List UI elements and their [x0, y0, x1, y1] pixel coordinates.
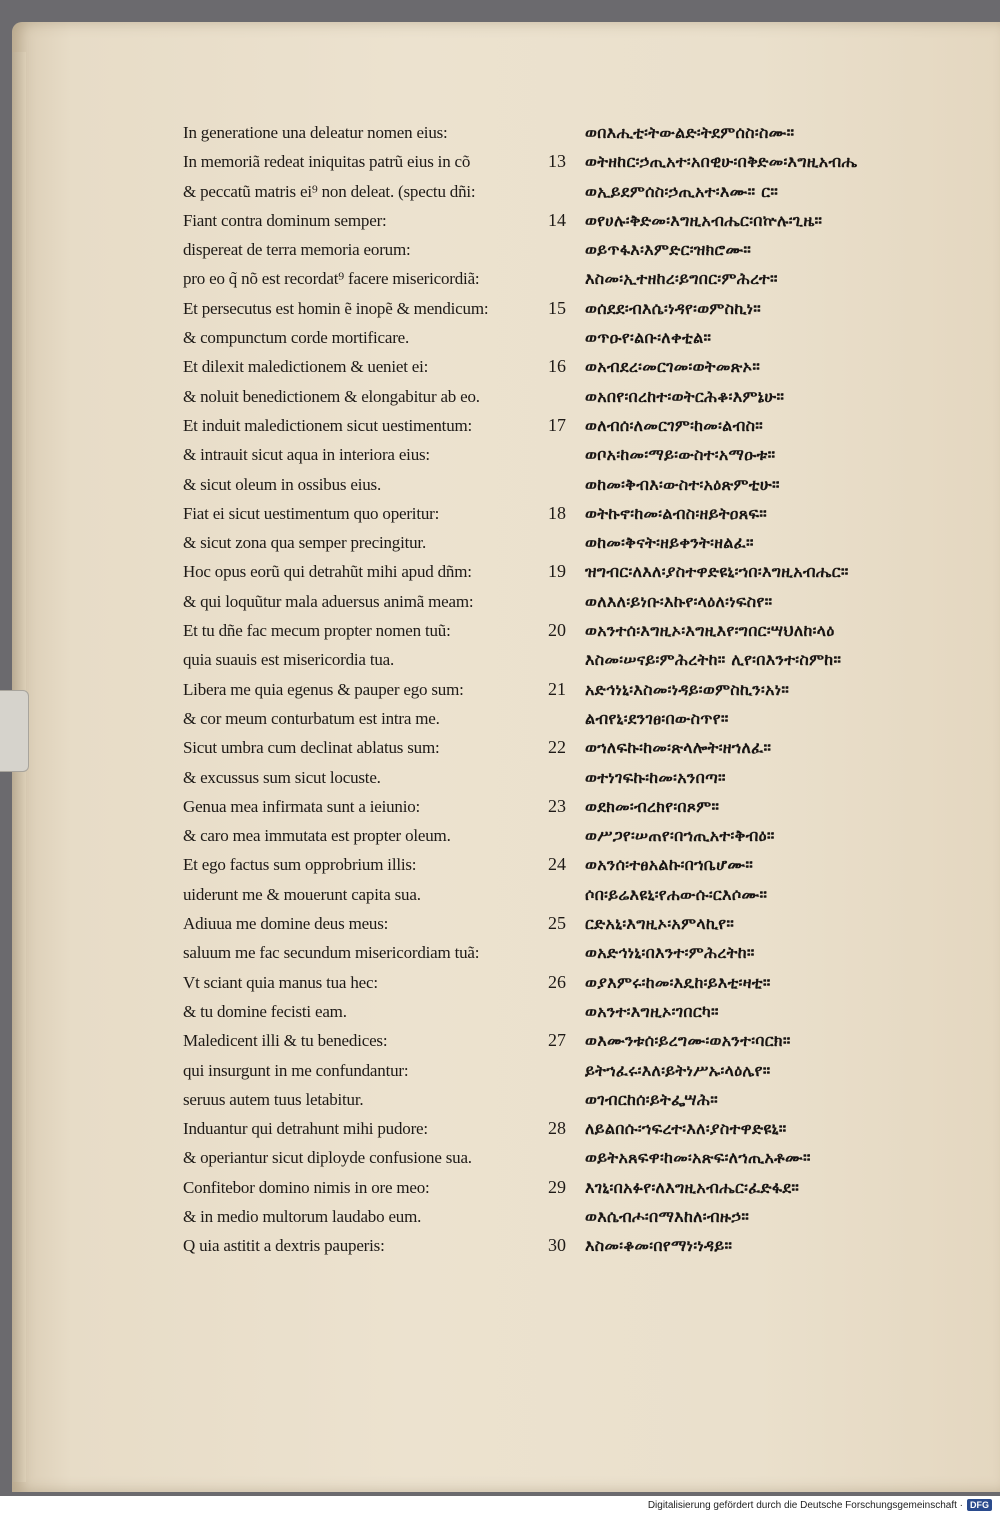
geez-text: ወያእምሩ፡ከመ፡እዴከ፡ይእቲ፡ዛቲ።: [585, 972, 771, 992]
geez-line: [548, 850, 998, 879]
geez-line: [548, 733, 998, 762]
geez-line: [548, 938, 998, 967]
geez-line: [548, 1202, 998, 1231]
geez-line: [548, 264, 998, 293]
geez-line: [548, 704, 998, 733]
geez-text: አድኅነኒ፡እስመ፡ነዳይ፡ወምስኪን፡አነ።: [585, 679, 790, 699]
latin-line: & operiantur sicut diployde confusione sua.: [183, 1148, 472, 1168]
geez-line: [548, 147, 998, 176]
latin-line: Et induit maledictionem sicut uestimentum:: [183, 415, 473, 435]
geez-text: ወከመ፡ቅብእ፡ውስተ፡አዕጽምቲሁ።: [585, 474, 780, 494]
geez-text: ወሰደደ፡ብእሴ፡ነዳየ፡ወምስኪነ።: [585, 298, 762, 318]
geez-text: ወሥጋየ፡ሠጠየ፡በኀጢአተ፡ቅብዕ።: [585, 826, 775, 846]
geez-text: ወይትአጸፍዋ፡ከመ፡አጽፍ፡ለኀጢአቶሙ።: [585, 1148, 811, 1168]
geez-text: ወበእሒቲ፡ትውልድ፡ትደምሰስ፡ስሙ።: [585, 123, 795, 142]
geez-line: [548, 557, 998, 586]
geez-line: [548, 118, 998, 147]
geez-text: ወአበየ፡በረከተ፡ወትርሕቆ፡እምኔሁ።: [585, 386, 785, 406]
geez-line: [548, 997, 998, 1026]
footer-credit: [648, 1499, 992, 1511]
latin-line: pro eo q̃ nõ est recordat⁹ facere misericordiã:: [183, 269, 480, 289]
geez-text: ወቦአ፡ከመ፡ማይ፡ውስተ፡አማዑቱ።: [585, 445, 776, 465]
geez-line: [548, 821, 998, 850]
geez-line: [548, 177, 998, 206]
latin-line: Et ego factus sum opprobrium illis:: [183, 855, 417, 875]
latin-line: & qui loquũtur mala aduersus animã meam:: [183, 591, 474, 611]
geez-text: ወጥዑየ፡ልቡ፡ለቀቲል።: [585, 328, 712, 348]
geez-text: ወኀለፍኩ፡ከመ፡ጽላሎት፡ዘኀለፈ።: [585, 738, 772, 758]
latin-line: Confitebor domino nimis in ore meo:: [183, 1177, 430, 1197]
geez-line: [548, 382, 998, 411]
geez-line: [548, 968, 998, 997]
geez-line: [548, 909, 998, 938]
verse-number: 18: [548, 502, 566, 523]
latin-line: Adiuua me domine deus meus:: [183, 914, 389, 934]
geez-text: እስመ፡ሠናይ፡ምሕረትከ። ሊየ፡በእንተ፡ስምከ።: [585, 650, 842, 670]
verse-number: 25: [548, 913, 566, 934]
verse-number: 26: [548, 971, 566, 992]
geez-text: ወእሙንቱሰ፡ይረግሙ፡ወአንተ፡ባርክ።: [585, 1031, 791, 1051]
geez-text: ልብየኒ፡ደንገፀ፡በውስጥየ።: [585, 708, 729, 728]
latin-line: & cor meum conturbatum est intra me.: [183, 708, 440, 728]
geez-line: [548, 792, 998, 821]
geez-text: ወአንተሰ፡እግዚኦ፡እግዚእየ፡ግበር፡ሣህለከ፡ላዕ: [585, 621, 835, 641]
latin-line: dispereat de terra memoria eorum:: [183, 240, 411, 260]
geez-text: ወአንሰ፡ተፀአልኩ፡በኀቤሆሙ።: [585, 855, 754, 875]
verse-number: 23: [548, 795, 566, 816]
geez-line: [548, 440, 998, 469]
verse-number: 27: [548, 1030, 566, 1051]
latin-column: [183, 118, 533, 1261]
latin-line: Vt sciant quia manus tua hec:: [183, 972, 378, 992]
latin-line: & sicut zona qua semper precingitur.: [183, 533, 427, 553]
latin-line: & compunctum corde mortificare.: [183, 328, 410, 348]
geez-line: [548, 1114, 998, 1143]
latin-line: quia suauis est misericordia tua.: [183, 650, 395, 670]
geez-text: ሶበ፡ይሬእዩኒ፡የሐውሱ፡ርእሶሙ።: [585, 884, 768, 904]
verse-number: 24: [548, 854, 566, 875]
latin-line: In generatione una deleatur nomen eius:: [183, 123, 448, 142]
geez-line: [548, 587, 998, 616]
verse-number: 13: [548, 151, 566, 172]
latin-line: & noluit benedictionem & elongabitur ab eo.: [183, 386, 480, 406]
geez-text: ወተነገፍኩ፡ከመ፡አንበጣ።: [585, 767, 726, 787]
latin-line: Genua mea infirmata sunt a ieiunio:: [183, 796, 421, 816]
latin-line: uiderunt me & mouerunt capita sua.: [183, 884, 421, 904]
geez-text: ርድአኒ፡እግዚኦ፡አምላኪየ።: [585, 914, 735, 934]
geez-line: [548, 206, 998, 235]
latin-line: Fiat ei sicut uestimentum quo operitur:: [183, 503, 440, 523]
geez-text: ወእሴብሖ፡በማእከለ፡ብዙኃ።: [585, 1206, 750, 1226]
dfg-logo: DFG: [967, 1499, 992, 1511]
latin-line: Fiant contra dominum semper:: [183, 210, 387, 230]
geez-text: ወገብርከሰ፡ይትፌሣሕ።: [585, 1089, 719, 1109]
geez-text: ወለብሰ፡ለመርገም፡ከመ፡ልብስ።: [585, 415, 764, 435]
geez-line: [548, 1173, 998, 1202]
latin-line: Et persecutus est homin ẽ inopẽ & mendicum:: [183, 298, 489, 318]
geez-text: ወኢይደምሰስ፡ኃጢአተ፡እሙ። ር።: [585, 181, 779, 201]
geez-text: ወአድኅነኒ፡በእንተ፡ምሕረትከ።: [585, 943, 755, 963]
verse-number: 16: [548, 356, 566, 377]
latin-line: qui insurgunt in me confundantur:: [183, 1060, 409, 1080]
geez-line: [548, 352, 998, 381]
geez-line: [548, 499, 998, 528]
geez-text: ወትኩኖ፡ከመ፡ልብስ፡ዘይትዐጸፍ።: [585, 503, 768, 523]
latin-line: & excussus sum sicut locuste.: [183, 767, 381, 787]
verse-number: 19: [548, 561, 566, 582]
latin-line: & intrauit sicut aqua in interiora eius:: [183, 445, 430, 465]
geez-text: ወለእለ፡ይነቡ፡እኩየ፡ላዕለ፡ነፍስየ።: [585, 591, 773, 611]
geez-line: [548, 528, 998, 557]
geez-text: እስመ፡ቆመ፡በየማነ፡ነዳይ።: [585, 1236, 733, 1256]
geez-line: [548, 235, 998, 264]
latin-line: Q uia astitit a dextris pauperis:: [183, 1236, 385, 1256]
geez-line: [548, 411, 998, 440]
latin-line: & caro mea immutata est propter oleum.: [183, 826, 451, 846]
latin-line: Hoc opus eorũ qui detrahũt mihi apud dñm:: [183, 562, 472, 582]
geez-text: ይትኀፈሩ፡እለ፡ይትነሥኡ፡ላዕሌየ።: [585, 1060, 771, 1080]
geez-text: ዝግብር፡ለእለ፡ያስተዋድዩኒ፡ኀበ፡እግዚአብሔር።: [585, 562, 849, 582]
geez-text: ወትዘከር፡ኃጢአተ፡አበዊሁ፡በቅድመ፡እግዚአብሔ: [585, 152, 858, 172]
page-tab: [0, 690, 29, 772]
verse-number: 30: [548, 1235, 566, 1256]
verse-number: 28: [548, 1118, 566, 1139]
latin-line: Sicut umbra cum declinat ablatus sum:: [183, 738, 440, 758]
geez-text: ወአንተ፡እግዚኦ፡ገበርካ።: [585, 1001, 719, 1021]
geez-text: ለይልበሱ፡ኀፍረተ፡እለ፡ያስተዋድዩኒ።: [585, 1119, 787, 1139]
latin-line: Induantur qui detrahunt mihi pudore:: [183, 1119, 428, 1139]
latin-line: Maledicent illi & tu benedices:: [183, 1031, 388, 1051]
geez-line: [548, 1056, 998, 1085]
geez-text: እገኒ፡በአፉየ፡ለእግዚአብሔር፡ፈድፋደ።: [585, 1177, 800, 1197]
geez-line: [548, 294, 998, 323]
verse-number: 15: [548, 297, 566, 318]
latin-line: & in medio multorum laudabo eum.: [183, 1206, 422, 1226]
footer-credit-text: Digitalisierung gefördert durch die Deutsche Forschungsgemeinschaft ·: [647, 1499, 963, 1511]
latin-line: & sicut oleum in ossibus eius.: [183, 474, 382, 494]
latin-line: In memoriã redeat iniquitas patrũ eius in cõ: [183, 152, 471, 172]
geez-line: [548, 1026, 998, 1055]
geez-line: [548, 880, 998, 909]
latin-line: Libera me quia egenus & pauper ego sum:: [183, 679, 464, 699]
verse-number: 21: [548, 678, 566, 699]
geez-text: ወይጥፋእ፡እምድር፡ዝክሮሙ።: [585, 240, 752, 260]
geez-text: ወከመ፡ቅናት፡ዘይቀንት፡ዘልፈ።: [585, 533, 754, 553]
latin-line: seruus autem tuus letabitur.: [183, 1089, 364, 1109]
geez-column: [548, 118, 998, 1261]
latin-line: Et tu dñe fac mecum propter nomen tuũ:: [183, 621, 451, 641]
geez-line: [548, 1231, 998, 1260]
geez-text: ወየሀሉ፡ቅድመ፡እግዚአብሔር፡በኵሉ፡ጊዜ።: [585, 210, 823, 230]
verse-number: 20: [548, 620, 566, 641]
verse-number: 22: [548, 737, 566, 758]
geez-line: [548, 616, 998, 645]
geez-line: [548, 763, 998, 792]
latin-line: Et dilexit maledictionem & ueniet ei:: [183, 357, 429, 377]
geez-line: [548, 323, 998, 352]
geez-text: እስመ፡ኢተዘከረ፡ይግበር፡ምሕረተ።: [585, 269, 778, 289]
geez-line: [548, 1143, 998, 1172]
geez-line: [548, 645, 998, 674]
verse-number: 17: [548, 414, 566, 435]
geez-text: ወደክመ፡ብረክየ፡በጾም።: [585, 796, 720, 816]
latin-line: & peccatũ matris ei⁹ non deleat. (spectu dñi:: [183, 181, 476, 201]
geez-line: [548, 1085, 998, 1114]
verse-number: 14: [548, 209, 566, 230]
geez-text: ወአብደረ፡መርገመ፡ወትመጽኦ።: [585, 357, 761, 377]
geez-line: [548, 470, 998, 499]
latin-line: & tu domine fecisti eam.: [183, 1001, 347, 1021]
latin-line: saluum me fac secundum misericordiam tuã:: [183, 943, 480, 963]
geez-line: [548, 675, 998, 704]
verse-number: 29: [548, 1176, 566, 1197]
